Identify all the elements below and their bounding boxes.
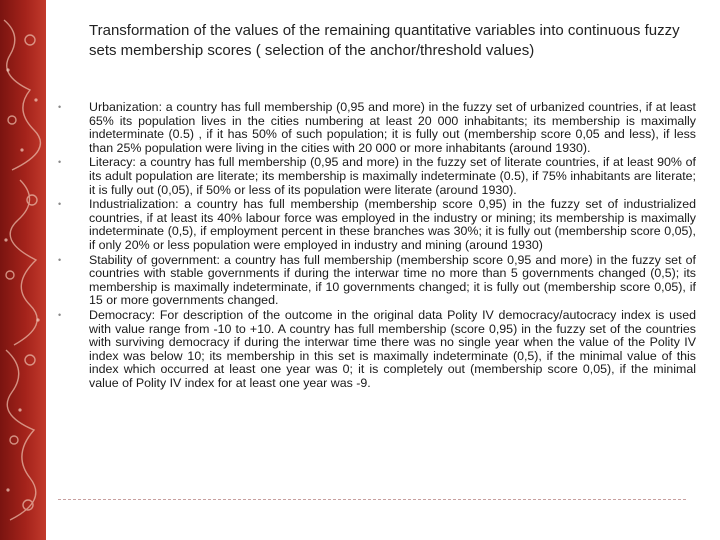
- bullet-marker: •: [58, 199, 62, 210]
- bullet-marker: •: [58, 102, 62, 112]
- bullet-text: For description of the outcome in the original data Polity IV democracy/autocracy index is used with value range from -10 to +10. A country has full membership (score 0,95) in the fuzzy set of the countries with surviving democracy if during the interwar time there was no single year when the value of the Polity IV index was below 10; its membership in this set is maximally indeterminate (0,5), if the minimal value of this index which occurred at least one year was 0; it is completely out (membership score 0,05), if the minimal value of Polity IV index for at least one year was -9.: [89, 307, 696, 390]
- tribal-pattern-icon: [0, 0, 46, 540]
- bullet-text: a country has full membership (membership score 0,95) in the fuzzy set of industrialized countries, if at least its 40% labour force was employed in the industry or mining; its membership is maximally indeterminate (0,5), if employment percent in these branches was 30%; it is fully out (membership score 0,05), if only 20% or less population were employed in industry and mining (around 1930): [89, 197, 696, 252]
- bullet-text: a country has full membership (membership score 0,95 and more) in the fuzzy set of countries with stable governments if during the interwar time no more than 5 governments changed (0,5); its membership is maximally indeterminate, if 10 governments changed; it is fully out (membership score 0,05), if 15 or more governments changed.: [89, 252, 696, 308]
- bullet-literacy: [58, 156, 696, 197]
- bullet-term: Industrialization:: [89, 197, 179, 212]
- bullet-marker: •: [58, 309, 62, 320]
- bullet-marker: •: [58, 157, 62, 168]
- bullet-democracy: [58, 309, 696, 391]
- bullet-text: a country has full membership (0,95 and more) in the fuzzy set of urbanized countries, if at least 65% its population lives in the cities numbering at least 20 000 inhabitants; its membership is maximally indeterminate (0.5) , if it has 50% of such population; it is fully out (membership score 0,05 and less), if less than 25% population were living in the cities with 20 000 or more inhabitants (around 1930).: [89, 100, 696, 155]
- bullet-stability-of-government: [58, 254, 696, 308]
- bullet-term: Stability of government:: [89, 252, 220, 267]
- bullet-term: Urbanization:: [89, 100, 163, 114]
- slide-title: Transformation of the values of the remaining quantitative variables into continuous fuzzy sets membership scores ( selection of the anchor/threshold values): [89, 22, 680, 59]
- bullet-term: Democracy:: [89, 307, 156, 322]
- decorative-side-band: [0, 0, 46, 540]
- bullet-industrialization: [58, 198, 696, 252]
- footer-divider: [58, 499, 686, 500]
- bullet-list: [58, 101, 696, 391]
- bullet-urbanization: [58, 101, 696, 155]
- bullet-term: Literacy:: [89, 155, 136, 170]
- bullet-text: a country has full membership (0,95 and more) in the fuzzy set of literate countries, if at least 90% of its adult population are literate; its membership is maximally indeterminate (0.5), if 75% inhabitants are literate; it is fully out (0,05), if 50% or less of its population were literate (around 1930).: [89, 155, 696, 197]
- bullet-marker: •: [58, 254, 62, 265]
